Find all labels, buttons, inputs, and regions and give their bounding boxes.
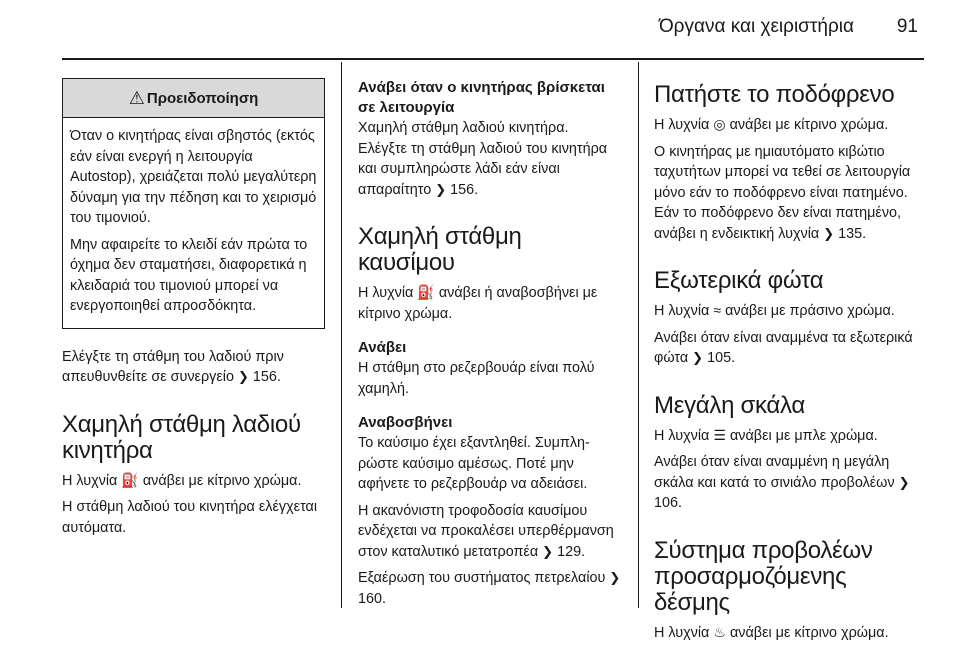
page-header	[0, 16, 960, 46]
reference-arrow-icon: ❯	[898, 474, 910, 490]
text: Η λυχνία	[654, 303, 710, 319]
column-2	[358, 78, 621, 615]
reference-arrow-icon: ❯	[237, 369, 249, 384]
heading-low-oil: Χαμηλή στάθμη λαδιού κινητήρα	[62, 410, 301, 464]
paragraph	[654, 452, 917, 514]
warning-triangle-icon: ⚠	[128, 88, 145, 108]
oil-paragraph	[62, 470, 325, 492]
paragraph	[654, 328, 917, 369]
warning-header	[63, 79, 324, 118]
text: Η λυχνία	[654, 427, 710, 444]
page-reference: 160.	[358, 590, 387, 607]
paragraph	[654, 425, 917, 447]
warning-paragraph: Μην αφαιρείτε το κλειδί εάν πρώτα το όχημα δεν σταματήσει, διαφορετικά η κλειδαριά του τιμονιού μπορεί να ενεργοποιηθεί απροσδόκητα.	[70, 236, 308, 314]
text: ανάβει με πράσινο χρώμα.	[725, 303, 895, 319]
column-divider	[341, 62, 342, 608]
heading-lit-running: Ανάβει όταν ο κινητήρας βρίσκεται σε λειτουργία	[358, 79, 605, 116]
text: Η λυχνία	[654, 117, 710, 133]
text: Εξαέρωση του συστήματος πετρελαίου	[358, 570, 606, 586]
brake-pedal-icon: ◎	[713, 116, 726, 132]
heading-exterior-lights: Εξωτερικά φώτα	[654, 267, 824, 294]
reference-arrow-icon: ❯	[609, 570, 621, 585]
header-rule	[62, 58, 924, 60]
heading-adaptive-lighting: Σύστημα προβολέων προσαρμοζόμενης δέσμης	[654, 536, 873, 616]
heading-lit: Ανάβει	[358, 339, 407, 356]
paragraph	[358, 568, 621, 609]
page-reference: 105.	[707, 350, 736, 366]
warning-title: Προειδοποίηση	[146, 90, 259, 107]
heading-low-fuel: Χαμηλή στάθμη καυσίμου	[358, 223, 522, 276]
fuel-pump-icon: ⛽	[417, 284, 435, 300]
column-1	[62, 78, 325, 544]
reference-arrow-icon: ❯	[692, 350, 704, 365]
column-3	[654, 78, 917, 649]
paragraph	[654, 142, 917, 245]
warning-box	[62, 78, 325, 329]
text: ανάβει με κίτρινο χρώμα.	[729, 624, 889, 641]
paragraph	[654, 622, 917, 644]
text: Χαμηλή στάθμη λαδιού κινητήρα. Ελέγξτε τη στάθμη λαδιού του κινητήρα και συμπληρώστε λάδι εάν είναι απαραίτητο	[358, 120, 608, 198]
paragraph	[358, 118, 621, 200]
paragraph: Το καύσιμο έχει εξαντληθεί. Συμπληρώστε καύσιμο αμέσως. Ποτέ μην αφήνετε το ρεζερβουάρ να αδειάσει.	[358, 435, 590, 492]
side-lights-icon: ≈	[713, 302, 722, 318]
heading-high-beam: Μεγάλη σκάλα	[654, 391, 805, 419]
text: Η ακανόνιστη τροφοδοσία καυσίμου ενδέχεται να προκαλέσει υπερθέρμανση στον καταλυτικό μετατροπέα	[358, 502, 614, 560]
paragraph	[654, 114, 917, 136]
text: ανάβει με κίτρινο χρώμα.	[729, 117, 889, 133]
column-divider	[638, 62, 639, 608]
text: ανάβει με μπλε χρώμα.	[729, 427, 878, 444]
intro-paragraph	[62, 347, 325, 388]
page-reference: 156.	[252, 369, 281, 385]
page-reference: 129.	[557, 543, 586, 560]
text: Ο κινητήρας με ημιαυτόματο κιβώτιο ταχυτήτων μπορεί να τεθεί σε λειτουργία μόνο εάν το ποδόφρενο είναι πατημένο. Εάν το ποδόφρενο δεν είναι πατημένο, ανάβει η ενδεικτική λυχνία	[654, 143, 911, 242]
oil-paragraph: Η στάθμη λαδιού του κινητήρα ελέγχεται αυτόματα.	[62, 499, 318, 536]
intro-text: Ελέγξτε τη στάθμη του λαδιού πριν απευθυνθείτε σε συνεργείο	[62, 348, 284, 385]
text: Ανάβει όταν είναι αναμμένη η μεγάλη σκάλα και κατά το σινιάλο προβολέων	[654, 454, 895, 491]
warning-paragraph: Όταν ο κινητήρας είναι σβηστός (εκτός εάν είναι ενεργή η λειτουργία Autostop), χρειάζεται πολύ μεγαλύτερη δύναμη για την πέδηση και το χειρισμό του τιμονιού.	[70, 128, 317, 226]
warning-body	[63, 118, 324, 328]
page-reference: 156.	[450, 181, 479, 198]
reference-arrow-icon: ❯	[542, 543, 554, 559]
high-beam-icon: ☰	[713, 426, 726, 443]
text: Η λυχνία	[62, 472, 118, 489]
text: Ανάβει όταν είναι αναμμένα τα εξωτερικά φώτα	[654, 329, 913, 366]
reference-arrow-icon: ❯	[435, 181, 447, 197]
paragraph: Η στάθμη στο ρεζερβουάρ είναι πολύ χαμηλή.	[358, 360, 595, 397]
page-reference: 135.	[838, 225, 867, 242]
text: Η λυχνία	[358, 285, 414, 301]
paragraph	[654, 300, 917, 322]
page-reference: 106.	[654, 495, 683, 511]
text: ανάβει με κίτρινο χρώμα.	[142, 472, 302, 489]
oil-level-icon: ⛽	[121, 471, 139, 488]
page-number: 91	[896, 16, 918, 37]
reference-arrow-icon: ❯	[823, 225, 835, 241]
adaptive-lighting-icon: ♨	[713, 623, 726, 640]
paragraph	[358, 501, 621, 563]
paragraph	[358, 282, 621, 324]
heading-flashing: Αναβοσβήνει	[358, 414, 453, 431]
header-title: Όργανα και χειριστήρια	[658, 16, 854, 37]
text: Η λυχνία	[654, 624, 710, 641]
text: ανάβει ή αναβοσβήνει με κίτρινο χρώμα.	[358, 285, 598, 322]
heading-brake-pedal: Πατήστε το ποδόφρενο	[654, 81, 895, 108]
